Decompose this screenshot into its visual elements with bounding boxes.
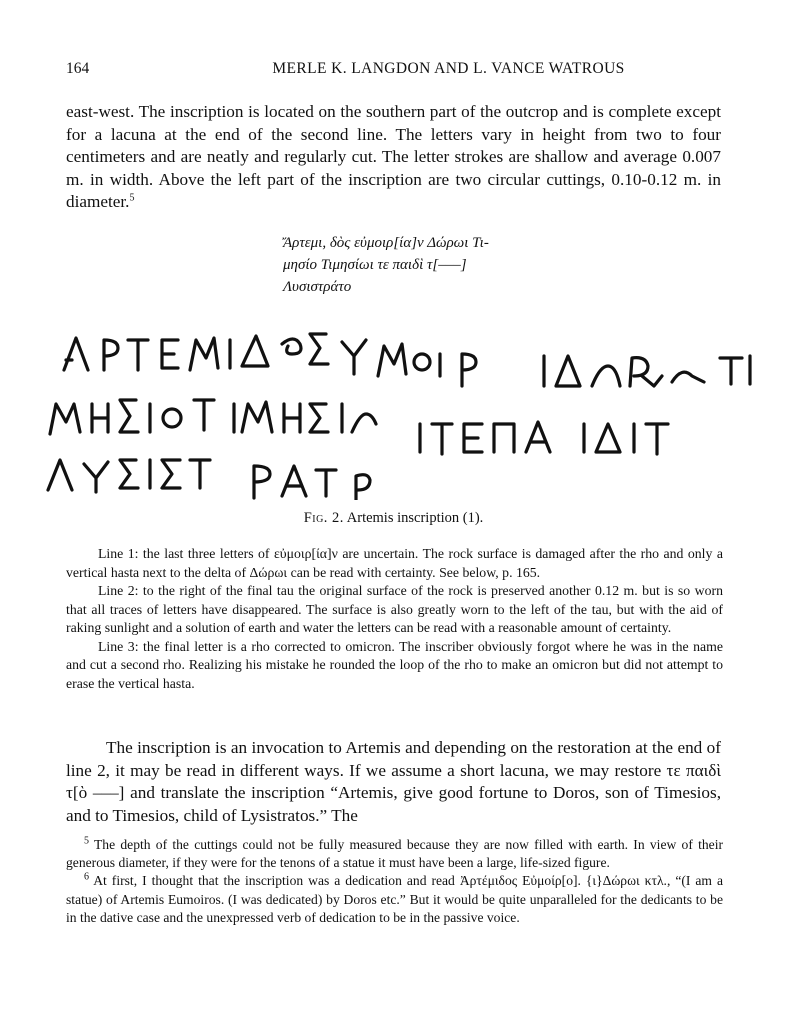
line-notes bbox=[66, 545, 723, 693]
line-note-3 bbox=[66, 638, 723, 694]
greek-line-1: Ἄρτεμι, δὸς εὐμοιρ[ία]ν Δώρωι Τι- bbox=[283, 235, 489, 251]
figure-caption bbox=[0, 510, 787, 527]
page-number: 164 bbox=[66, 60, 90, 77]
footnote-5 bbox=[66, 836, 723, 872]
line-note-label: Line 2: bbox=[98, 583, 139, 598]
greek-line-3: Λυσιστράτο bbox=[283, 279, 352, 295]
line-note-text: the last three letters of εὐμοιρ[ία]ν are uncertain. The rock surface is damaged after the rho and only a vertical hasta next to the delta of Δώρωι can be read with certainty. See below, p. 165. bbox=[66, 546, 723, 580]
inscription-drawing bbox=[44, 320, 754, 500]
line-note-label: Line 1: bbox=[98, 546, 139, 561]
footnote-number: 5 bbox=[84, 835, 89, 847]
greek-line-2: μησίο Τιμησίωι τε παιδὶ τ[–––] bbox=[283, 257, 467, 273]
running-header bbox=[66, 60, 721, 84]
paragraph-text: The inscription is an invocation to Artemis and depending on the restoration at the end of line 2, it may be read in different ways. If we assume a short lacuna, we may restore τε παιδὶ τ[ὸ –––] and translate the inscription “Artemis, give good fortune to Doros, son of Timesios, and to Timesios, child of Lysistratos.” The bbox=[66, 738, 721, 825]
footnote-text: The depth of the cuttings could not be fully measured because they are now filled with earth. In view of their generous diameter, if they were for the tenons of a statue it must have been a large, life-sized figure. bbox=[66, 837, 723, 871]
inscription-drawing-svg bbox=[44, 320, 754, 500]
greek-transcription bbox=[283, 232, 489, 298]
figure-label: Fig. 2. bbox=[303, 510, 344, 526]
body-paragraph-2 bbox=[66, 737, 721, 827]
footnote-number: 6 bbox=[84, 871, 89, 883]
line-note-label: Line 3: bbox=[98, 638, 139, 654]
paragraph-text: east-west. The inscription is located on the southern part of the outcrop and is complete except for a lacuna at the end of the second line. The letters vary in height from two to four centimeters and are neatly and regularly cut. The letter strokes are shallow and average 0.007 m. in width. Above the left part of the inscription are two circular cuttings, 0.10-0.12 m. in diameter. bbox=[66, 102, 721, 211]
footnote-ref-5[interactable]: 5 bbox=[129, 192, 135, 204]
footnote-text: At first, I thought that the inscription was a dedication and read Ἀρτέμιδος Εὐμοίρ[ο]. {ι}Δώρωι κτλ., “(I am a statue) of Artemis Eumoiros. (I was dedicated) by Doros etc.” But it would be quite unparalleled for the dedicants to be in the dative case and the unexpressed verb of dedication to be in the passive voice. bbox=[66, 873, 723, 925]
line-note-1 bbox=[66, 545, 723, 582]
line-note-text: the final letter is a rho corrected to omicron. The inscriber obviously forgot where he was in the name and cut a second rho. Realizing his mistake he rounded the loop of the rho to make an omicron but did not attempt to erase the vertical hasta. bbox=[66, 638, 723, 691]
footnotes bbox=[66, 836, 723, 927]
figure-caption-text: Artemis inscription (1). bbox=[346, 510, 484, 526]
running-title: MERLE K. LANGDON AND L. VANCE WATROUS bbox=[272, 60, 625, 77]
line-note-2 bbox=[66, 582, 723, 638]
body-paragraph-1 bbox=[66, 101, 721, 214]
footnote-6 bbox=[66, 872, 723, 927]
line-note-text: to the right of the final tau the original surface of the rock is preserved another 0.12 m. but is so worn that all traces of letters have disappeared. The surface is also greatly worn to the left of the tau, but with the aid of raking sunlight and a solution of earth and water the letters can be read with a reasonable amount of certainty. bbox=[66, 583, 723, 635]
